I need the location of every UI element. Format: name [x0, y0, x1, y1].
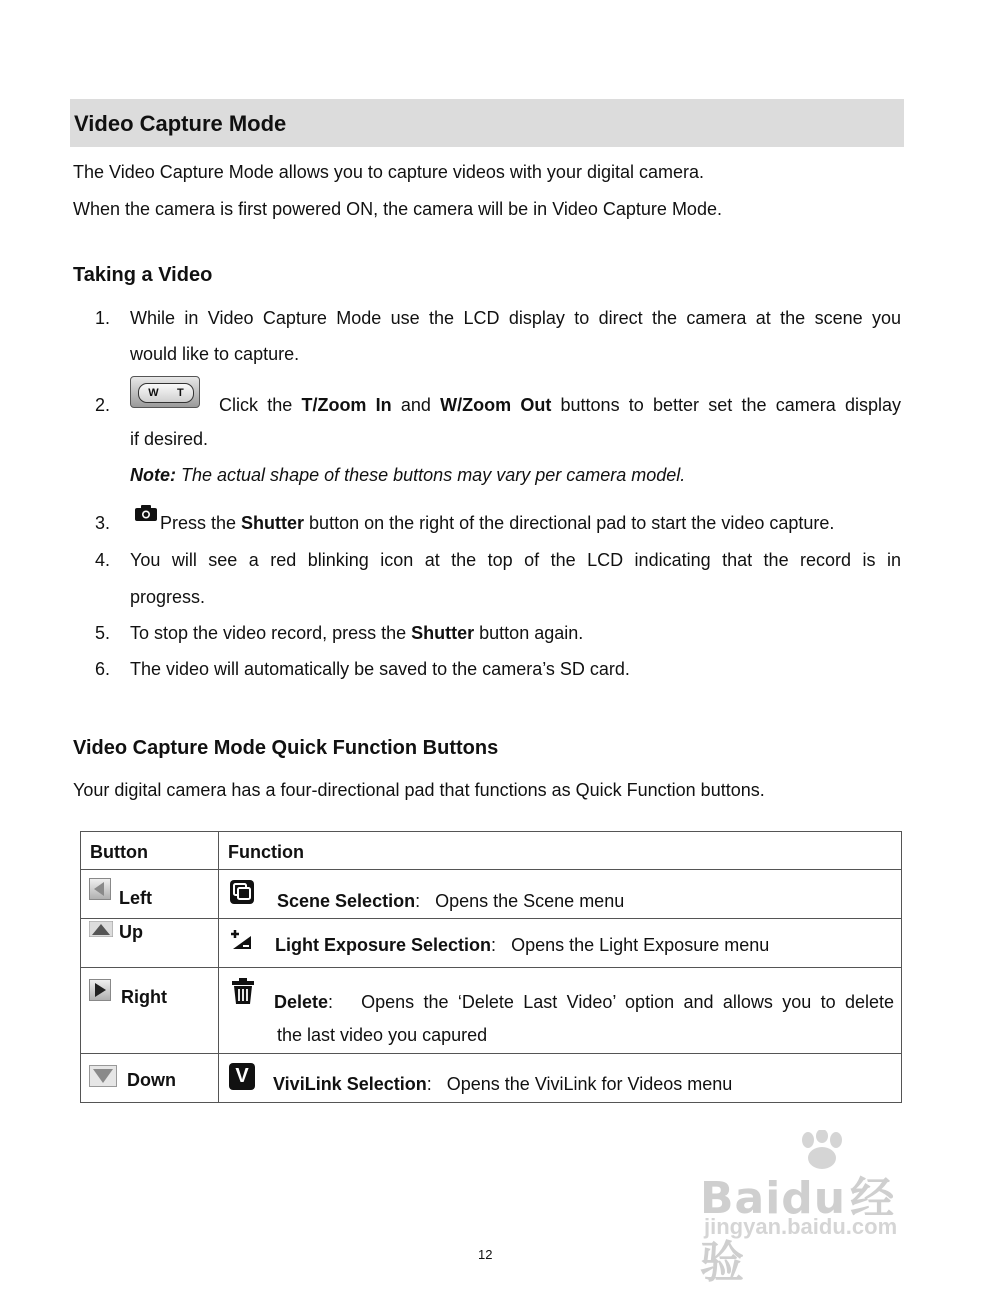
step-6-text: The video will automatically be saved to the camera’s SD card.: [130, 659, 630, 679]
down-arrow-icon: [89, 1065, 117, 1087]
intro-line-2: When the camera is first powered ON, the camera will be in Video Capture Mode.: [73, 199, 722, 219]
zoom-buttons-icon: [130, 376, 200, 408]
quick-function-table: [80, 831, 902, 1103]
row-up-button: Up: [119, 922, 143, 942]
step-1-line-1: While in Video Capture Mode use the LCD display to direct the camera at the scene you: [130, 308, 901, 328]
scene-selection-icon: [229, 879, 255, 905]
row-right-function: Delete: Opens the ‘Delete Last Video’ option and allows you to delete: [274, 992, 894, 1012]
row-right-button: Right: [121, 987, 167, 1007]
quick-function-heading: Video Capture Mode Quick Function Buttons: [73, 737, 499, 759]
camera-icon: [134, 504, 158, 522]
step-number: 3.: [95, 513, 111, 533]
taking-video-heading: Taking a Video: [73, 264, 213, 286]
row-down-function: ViviLink Selection: Opens the ViviLink for Videos menu: [273, 1074, 733, 1094]
up-arrow-icon: [89, 921, 113, 937]
left-arrow-icon: [89, 878, 111, 900]
step-3-text: Press the Shutter button on the right of the directional pad to start the video capture.: [160, 513, 835, 533]
watermark-url: jingyan.baidu.com: [704, 1214, 898, 1239]
step-2-note: Note: The actual shape of these buttons may vary per camera model.: [130, 465, 686, 485]
baidu-watermark: [700, 1130, 940, 1288]
row-down-button: Down: [127, 1070, 176, 1090]
step-number: 2.: [95, 395, 111, 415]
step-2-line-2: if desired.: [130, 429, 209, 449]
step-number: 1.: [95, 308, 111, 328]
quick-function-intro: Your digital camera has a four-directional pad that functions as Quick Function buttons.: [73, 780, 765, 800]
step-4-line-2: progress.: [130, 587, 206, 607]
step-number: 5.: [95, 623, 111, 643]
intro-line-1: The Video Capture Mode allows you to capture videos with your digital camera.: [73, 162, 705, 182]
w-label: W: [148, 387, 159, 399]
step-number: 6.: [95, 659, 111, 679]
step-1-line-2: would like to capture.: [130, 344, 300, 364]
step-5-text: To stop the video record, press the Shutter button again.: [130, 623, 584, 643]
page-number: 12: [478, 1247, 493, 1262]
table-header-button: Button: [90, 842, 148, 862]
light-exposure-icon: [229, 928, 253, 950]
step-number: 4.: [95, 550, 111, 570]
section-title: Video Capture Mode: [74, 111, 287, 136]
row-up-function: Light Exposure Selection: Opens the Light Exposure menu: [275, 935, 770, 955]
table-header-function: Function: [228, 842, 304, 862]
t-label: T: [177, 387, 184, 399]
watermark-brand: Baidu经验: [700, 1173, 896, 1288]
step-2-line-1: Click the T/Zoom In and W/Zoom Out buttons to better set the camera display: [219, 395, 901, 415]
vivilink-icon: V: [229, 1063, 255, 1090]
trash-icon: [231, 977, 255, 1005]
row-left-function: Scene Selection: Opens the Scene menu: [277, 891, 625, 911]
row-left-button: Left: [119, 888, 152, 908]
right-arrow-icon: [89, 979, 111, 1001]
step-4-line-1: You will see a red blinking icon at the top of the LCD indicating that the record is in: [130, 550, 901, 570]
row-right-function-line-2: the last video you capured: [277, 1025, 488, 1045]
